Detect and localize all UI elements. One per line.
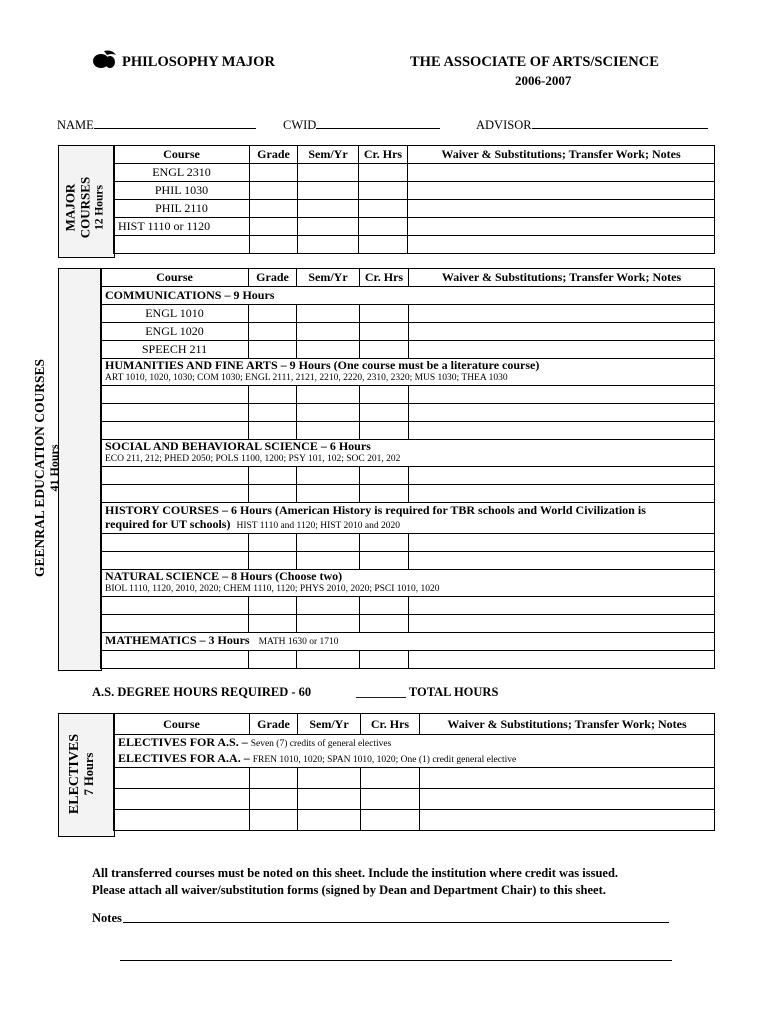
table-row[interactable] xyxy=(101,597,715,615)
humanities-title: HUMANITIES AND FINE ARTS – 9 Hours (One course must be a literature course) xyxy=(105,358,540,372)
section-heading xyxy=(101,359,715,386)
catalog-year: 2006-2007 xyxy=(515,73,572,88)
gened-courses-table xyxy=(100,268,715,669)
section-heading: COMMUNICATIONS – 9 Hours xyxy=(101,287,715,305)
table-row[interactable] xyxy=(114,810,715,831)
electives-side-label: ELECTIVES 7 Hours xyxy=(67,733,96,815)
table-row[interactable] xyxy=(101,651,715,669)
section-heading xyxy=(114,735,715,768)
degree-title: THE ASSOCIATE OF ARTS/SCIENCE xyxy=(410,54,659,70)
advisor-field[interactable] xyxy=(476,117,708,133)
major-title: PHILOSOPHY MAJOR xyxy=(122,54,275,70)
table-row[interactable]: HIST 1110 or 1120 xyxy=(114,218,715,236)
table-row[interactable] xyxy=(101,615,715,633)
total-hours[interactable] xyxy=(356,685,498,700)
electives-aa: ELECTIVES FOR A.A. – FREN 1010, 1020; SPAN 1010, 1020; One (1) credit general elective xyxy=(118,751,517,765)
electives-as: ELECTIVES FOR A.S. – Seven (7) credits of general electives xyxy=(118,735,392,749)
social-list: ECO 211, 212; PHED 2050; POLS 1100, 1200; PSY 101, 102; SOC 201, 202 xyxy=(105,454,401,464)
table-row[interactable]: PHIL 2110 xyxy=(114,200,715,218)
university-logo xyxy=(92,49,118,69)
table-row[interactable]: ENGL 1020 xyxy=(101,323,715,341)
table-row[interactable] xyxy=(114,768,715,789)
table-header: Course Grade Sem/Yr Cr. Hrs Waiver & Substitutions; Transfer Work; Notes xyxy=(114,146,715,164)
major-courses-table xyxy=(113,145,715,254)
total-hours-label: TOTAL HOURS xyxy=(408,685,499,699)
name-field[interactable] xyxy=(57,117,256,133)
electives-table xyxy=(113,713,715,831)
social-title: SOCIAL AND BEHAVIORAL SCIENCE – 6 Hours xyxy=(105,439,371,453)
table-row[interactable] xyxy=(101,422,715,440)
notes-label: Notes xyxy=(92,911,122,925)
advisor-label: ADVISOR xyxy=(476,118,532,132)
science-title: NATURAL SCIENCE – 8 Hours (Choose two) xyxy=(105,569,343,583)
section-heading xyxy=(101,503,715,534)
section-heading xyxy=(101,633,715,651)
table-row[interactable] xyxy=(101,485,715,503)
notes-line-2[interactable] xyxy=(120,948,672,961)
history-title-line2: required for UT schools) HIST 1110 and 1120; HIST 2010 and 2020 xyxy=(105,517,400,531)
cwid-field[interactable] xyxy=(283,117,440,133)
table-header: Course Grade Sem/Yr Cr. Hrs Waiver & Substitutions; Transfer Work; Notes xyxy=(101,269,715,287)
table-row[interactable] xyxy=(101,404,715,422)
university-logo-icon xyxy=(92,49,118,69)
cwid-label: CWID xyxy=(283,118,317,132)
notes-line-1[interactable] xyxy=(123,910,669,923)
section-heading xyxy=(101,570,715,597)
math-title: MATHEMATICS – 3 Hours xyxy=(105,633,250,647)
table-row[interactable] xyxy=(101,552,715,570)
major-side-label: MAJOR COURSES 12 Hours xyxy=(62,176,106,239)
table-row[interactable] xyxy=(114,789,715,810)
table-row[interactable]: ENGL 1010 xyxy=(101,305,715,323)
waiver-instructions: Please attach all waiver/substitution forms (signed by Dean and Department Chair) to this sheet. xyxy=(92,883,606,897)
section-heading xyxy=(101,440,715,467)
required-hours: A.S. DEGREE HOURS REQUIRED - 60 xyxy=(92,685,312,699)
table-row[interactable]: SPEECH 211 xyxy=(101,341,715,359)
table-row[interactable] xyxy=(101,386,715,404)
table-row[interactable] xyxy=(101,467,715,485)
table-row[interactable] xyxy=(101,534,715,552)
math-list: MATH 1630 or 1710 xyxy=(258,637,339,647)
gened-side-label: GEENRAL EDUCATION COURSES 41 Hours xyxy=(32,358,61,578)
transfer-instructions: All transferred courses must be noted on this sheet. Include the institution where credit was issued. xyxy=(92,866,619,880)
table-row[interactable] xyxy=(114,236,715,254)
total-hours-blank: ________ xyxy=(356,685,406,699)
name-label: NAME xyxy=(57,118,94,132)
history-title: HISTORY COURSES – 6 Hours (American History is required for TBR schools and World Civilization is xyxy=(105,503,646,517)
humanities-list: ART 1010, 1020, 1030; COM 1030; ENGL 2111, 2121, 2210, 2220, 2310, 2320; MUS 1030; THEA 1030 xyxy=(105,373,508,383)
science-list: BIOL 1110, 1120, 2010, 2020; CHEM 1110, 1120; PHYS 2010, 2020; PSCI 1010, 1020 xyxy=(105,584,440,594)
table-row[interactable]: PHIL 1030 xyxy=(114,182,715,200)
table-header: Course Grade Sem/Yr Cr. Hrs Waiver & Substitutions; Transfer Work; Notes xyxy=(114,714,715,735)
table-row[interactable]: ENGL 2310 xyxy=(114,164,715,182)
